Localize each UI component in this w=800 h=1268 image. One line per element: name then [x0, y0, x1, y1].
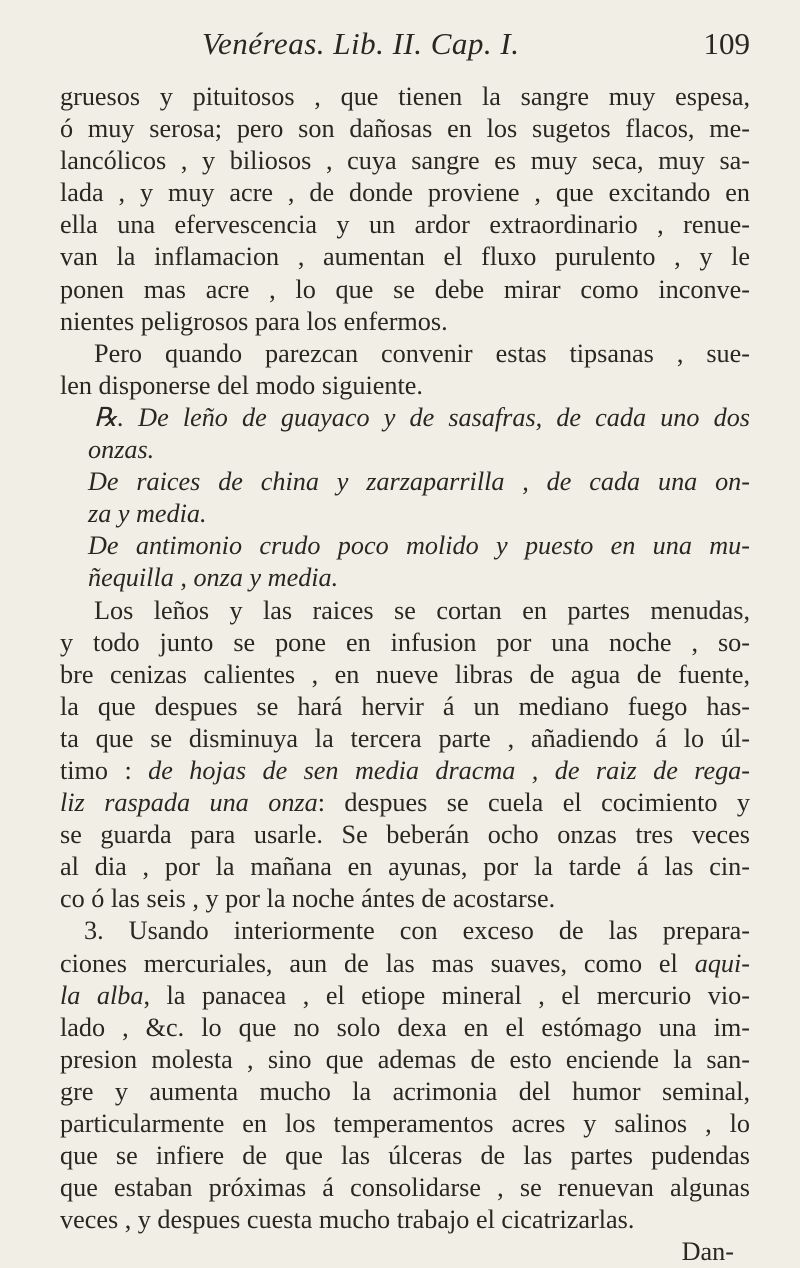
text-fragment: ciones mercuriales, aun de las mas suaves, como el	[60, 948, 678, 978]
recipe-line: ñequilla , onza y media.	[88, 563, 339, 593]
recipe-line: onzas.	[88, 435, 155, 465]
recipe-line: za y media.	[88, 499, 207, 529]
text-line: presion molesta , sino que ademas de esto enciende la san-	[60, 1044, 750, 1074]
catchword: Dan-	[681, 1237, 734, 1267]
text-line: al dia , por la mañana en ayunas, por la tarde á las cin-	[60, 852, 750, 882]
text-line: lancólicos , y biliosos , cuya sangre es muy seca, muy sa-	[60, 146, 750, 176]
italic-fragment: de hojas de sen media dracma , de raiz de rega-	[148, 755, 750, 785]
text-line: lada , y muy acre , de donde proviene , que excitando en	[60, 178, 750, 208]
page-number: 109	[703, 26, 750, 61]
text-line: que estaban próximas á consolidarse , se renuevan algunas	[60, 1173, 750, 1203]
text-fragment: : despues se cuela el cocimiento y	[317, 788, 750, 818]
text-line: nientes peligrosos para los enfermos.	[60, 306, 448, 336]
text-line: que se infiere de que las úlceras de las partes pudendas	[60, 1141, 750, 1171]
text-line: Pero quando parezcan convenir estas tipsanas , sue-	[94, 338, 750, 368]
text-line: veces , y despues cuesta mucho trabajo el cicatrizarlas.	[60, 1205, 635, 1235]
text-line: bre cenizas calientes , en nueve libras de agua de fuente,	[60, 659, 750, 689]
recipe-line: De raices de china y zarzaparrilla , de cada una on-	[88, 467, 750, 497]
text-line: ó muy serosa; pero son dañosas en los sugetos flacos, me-	[60, 114, 750, 144]
text-line: ponen mas acre , lo que se debe mirar como inconve-	[60, 274, 750, 304]
text-line: 3. Usando interiormente con exceso de las prepara-	[84, 916, 750, 946]
text-line: ella una efervescencia y un ardor extraordinario , renue-	[60, 210, 750, 240]
body-text	[60, 81, 750, 1268]
text-line: Los leños y las raices se cortan en partes menudas,	[94, 595, 750, 625]
page-header	[60, 24, 750, 66]
text-line: particularmente en los temperamentos acres y salinos , lo	[60, 1109, 750, 1138]
text-line	[60, 755, 750, 787]
text-line: gruesos y pituitosos , que tienen la sangre muy espesa,	[60, 82, 750, 111]
recipe-line: ℞. De leño de guayaco y de sasafras, de cada uno dos	[94, 402, 750, 432]
text-line	[60, 787, 750, 819]
text-line: co ó las seis , y por la noche ántes de acostarse.	[60, 884, 556, 914]
text-line: se guarda para usarle. Se beberán ocho onzas tres veces	[60, 820, 750, 850]
book-page	[60, 24, 750, 1268]
text-fragment: , la panacea , el etiope mineral , el mercurio vio-	[143, 980, 750, 1010]
running-head: Venéreas. Lib. II. Cap. I.	[202, 26, 520, 61]
text-line: la que despues se hará hervir á un mediano fuego has-	[60, 691, 750, 721]
italic-fragment: aqui-	[694, 948, 750, 978]
text-line: van la inflamacion , aumentan el fluxo purulento , y le	[60, 242, 750, 272]
italic-fragment: la alba	[60, 980, 144, 1010]
text-line: len disponerse del modo siguiente.	[60, 370, 423, 400]
text-line: gre y aumenta mucho la acrimonia del humor seminal,	[60, 1076, 750, 1106]
text-fragment: timo :	[60, 755, 132, 785]
italic-fragment: liz raspada una onza	[60, 788, 318, 818]
text-line	[60, 980, 750, 1012]
text-line: ta que se disminuya la tercera parte , añadiendo á lo úl-	[60, 723, 750, 753]
text-line: y todo junto se pone en infusion por una noche , so-	[60, 627, 750, 657]
recipe-line: De antimonio crudo poco molido y puesto en una mu-	[88, 531, 750, 561]
text-line: lado , &c. lo que no solo dexa en el estómago una im-	[60, 1012, 750, 1042]
text-line	[60, 948, 750, 980]
